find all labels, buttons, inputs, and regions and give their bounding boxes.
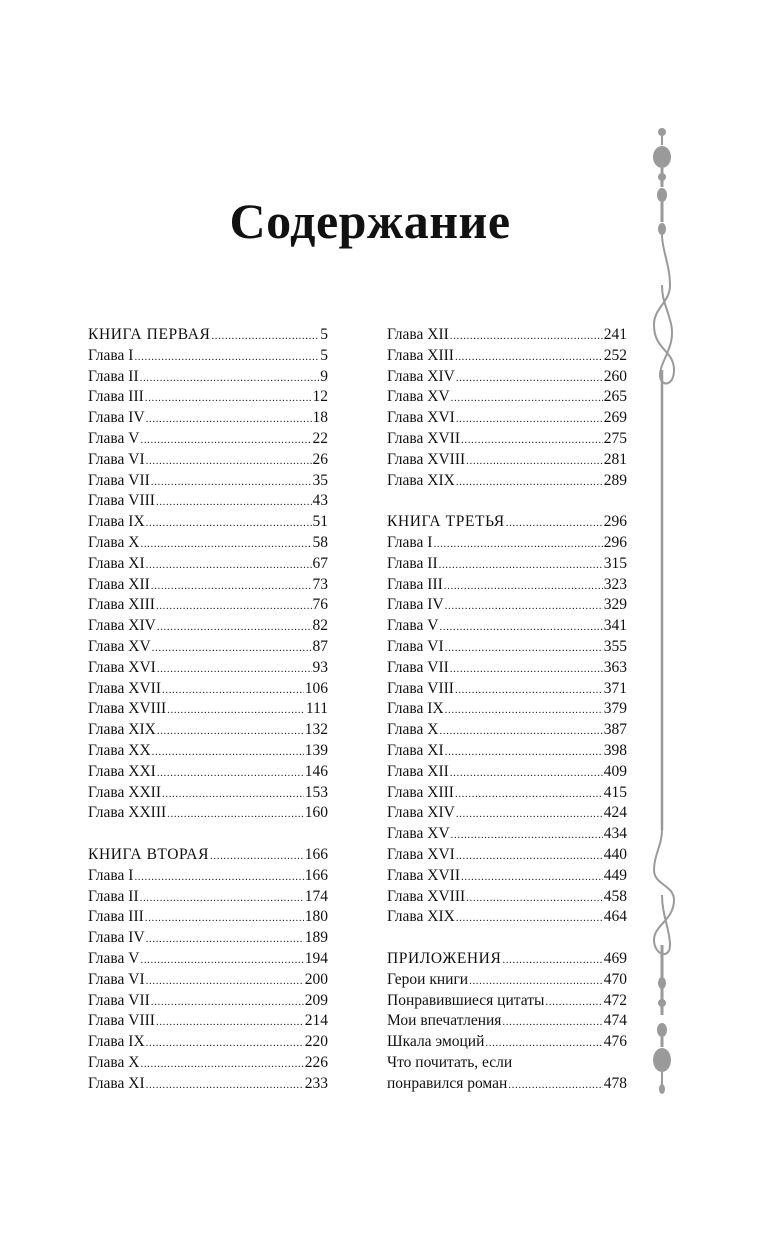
toc-section-heading[interactable] bbox=[387, 512, 627, 533]
toc-entry-label: Глава IV bbox=[88, 409, 145, 427]
dot-leader bbox=[506, 513, 603, 534]
toc-page-number: 265 bbox=[603, 388, 627, 406]
toc-entry[interactable] bbox=[387, 762, 627, 783]
toc-section-heading[interactable] bbox=[387, 949, 627, 970]
toc-page-number: 379 bbox=[603, 700, 627, 718]
toc-entry[interactable] bbox=[387, 533, 627, 554]
toc-entry-label: КНИГА ПЕРВАЯ bbox=[88, 326, 211, 343]
toc-entry-label: Глава XVI bbox=[88, 658, 156, 676]
dot-leader bbox=[211, 326, 319, 347]
dot-leader bbox=[485, 1033, 602, 1054]
dot-leader bbox=[451, 825, 603, 846]
toc-entry-label: Глава XVII bbox=[387, 429, 460, 447]
toc-entry-label: Глава XV bbox=[88, 637, 151, 655]
dot-leader bbox=[450, 659, 603, 680]
toc-entry-label: Глава IX bbox=[387, 700, 444, 718]
toc-entry-label: Глава VIII bbox=[88, 1012, 155, 1030]
toc-entry[interactable] bbox=[88, 1074, 328, 1095]
dot-leader bbox=[134, 347, 319, 368]
toc-entry[interactable] bbox=[387, 741, 627, 762]
toc-section-heading[interactable] bbox=[88, 845, 328, 866]
dot-leader bbox=[456, 804, 603, 825]
toc-entry[interactable] bbox=[387, 387, 627, 408]
toc-page-number: 464 bbox=[603, 908, 627, 926]
toc-page-number: 363 bbox=[603, 658, 627, 676]
toc-entry-label: Глава I bbox=[88, 346, 134, 364]
toc-entry[interactable] bbox=[387, 866, 627, 887]
dot-leader bbox=[140, 368, 320, 389]
dot-leader bbox=[445, 700, 603, 721]
toc-entry-label: Глава V bbox=[88, 949, 140, 967]
toc-entry[interactable] bbox=[88, 512, 328, 533]
toc-entry-label: Глава VI bbox=[387, 637, 444, 655]
toc-entry[interactable] bbox=[88, 533, 328, 554]
dot-leader bbox=[455, 347, 603, 368]
dot-leader bbox=[157, 721, 304, 742]
toc-page-number: 260 bbox=[603, 367, 627, 385]
toc-page-number: 26 bbox=[312, 450, 328, 468]
dot-leader bbox=[167, 804, 304, 825]
toc-page-number: 371 bbox=[603, 679, 627, 697]
dot-leader bbox=[134, 867, 303, 888]
dot-leader bbox=[146, 1033, 304, 1054]
toc-column-left bbox=[88, 325, 328, 1094]
toc-entry[interactable] bbox=[387, 429, 627, 450]
toc-entry[interactable] bbox=[387, 699, 627, 720]
toc-entry[interactable] bbox=[88, 970, 328, 991]
toc-entry[interactable] bbox=[88, 491, 328, 512]
dot-leader bbox=[456, 472, 603, 493]
dot-leader bbox=[140, 534, 311, 555]
toc-page-number: 5 bbox=[320, 326, 328, 343]
toc-entry[interactable] bbox=[88, 346, 328, 367]
page-title: Содержание bbox=[229, 193, 511, 249]
dot-leader bbox=[545, 992, 602, 1013]
toc-entry[interactable] bbox=[387, 408, 627, 429]
toc-entry-label: Глава VII bbox=[88, 991, 150, 1009]
toc-entry[interactable] bbox=[88, 637, 328, 658]
toc-page-number: 153 bbox=[304, 783, 328, 801]
toc-entry[interactable] bbox=[387, 783, 627, 804]
toc-entry[interactable] bbox=[387, 991, 627, 1012]
dot-leader bbox=[210, 846, 304, 867]
dot-leader bbox=[466, 888, 603, 909]
toc-entry-label: Глава XI bbox=[88, 554, 145, 572]
toc-page-number: 296 bbox=[603, 513, 627, 531]
dot-leader bbox=[156, 1012, 304, 1033]
toc-page-number: 469 bbox=[603, 949, 627, 967]
toc-entry-label: Глава VI bbox=[88, 970, 145, 988]
toc-entry-label: Глава VIII bbox=[387, 679, 454, 697]
toc-page-number: 12 bbox=[312, 388, 328, 406]
toc-entry-label: Глава III bbox=[88, 908, 144, 926]
dot-leader bbox=[461, 430, 603, 451]
toc-entry[interactable] bbox=[387, 720, 627, 741]
toc-entry[interactable] bbox=[88, 575, 328, 596]
toc-entry-label: Глава V bbox=[387, 617, 439, 635]
toc-page-number: 9 bbox=[320, 367, 328, 385]
toc-page-number: 209 bbox=[304, 991, 328, 1009]
dot-leader bbox=[162, 680, 304, 701]
dot-leader bbox=[466, 451, 603, 472]
toc-page-number: 387 bbox=[603, 721, 627, 739]
toc-entry[interactable] bbox=[88, 554, 328, 575]
toc-page-number: 275 bbox=[603, 429, 627, 447]
toc-page-number: 329 bbox=[603, 596, 627, 614]
dot-leader bbox=[151, 472, 312, 493]
toc-page-number: 5 bbox=[320, 346, 328, 364]
toc-entry[interactable] bbox=[387, 679, 627, 700]
toc-entry[interactable] bbox=[88, 429, 328, 450]
toc-entry-label: Глава III bbox=[88, 388, 144, 406]
dot-leader bbox=[439, 617, 602, 638]
toc-page-number: 269 bbox=[603, 409, 627, 427]
dot-leader bbox=[162, 784, 304, 805]
toc-page-number: 82 bbox=[312, 617, 328, 635]
dot-leader bbox=[439, 721, 602, 742]
dot-leader bbox=[146, 451, 312, 472]
toc-entry-label: Глава XXI bbox=[88, 762, 156, 780]
toc-page-number: 458 bbox=[603, 887, 627, 905]
toc-page-number: 323 bbox=[603, 575, 627, 593]
dot-leader bbox=[456, 908, 603, 929]
toc-page-number: 166 bbox=[304, 866, 328, 884]
toc-entry-label: Понравившиеся цитаты bbox=[387, 991, 545, 1009]
toc-entry[interactable] bbox=[88, 803, 328, 824]
dot-leader bbox=[508, 1075, 602, 1096]
toc-page-number: 146 bbox=[304, 762, 328, 780]
toc-entry-label: Глава XVIII bbox=[88, 700, 167, 718]
toc-entry[interactable] bbox=[88, 658, 328, 679]
toc-entry-label: Глава XII bbox=[387, 326, 449, 343]
toc-entry[interactable] bbox=[88, 720, 328, 741]
toc-entry-label: Глава III bbox=[387, 575, 443, 593]
toc-entry-label: Глава I bbox=[387, 533, 433, 551]
toc-page-number: 226 bbox=[304, 1053, 328, 1071]
toc-entry[interactable] bbox=[387, 1074, 627, 1095]
dot-leader bbox=[145, 388, 312, 409]
toc-entry-label: Глава XXIII bbox=[88, 804, 167, 822]
toc-page-number: 87 bbox=[312, 637, 328, 655]
toc-entry-label: Глава XI bbox=[88, 1074, 145, 1092]
dot-leader bbox=[146, 409, 312, 430]
toc-entry-label: Глава XX bbox=[88, 741, 151, 759]
toc-page-number: 189 bbox=[304, 929, 328, 947]
toc-page-number: 409 bbox=[603, 762, 627, 780]
dot-leader bbox=[151, 992, 304, 1013]
toc-page-number: 449 bbox=[603, 866, 627, 884]
toc-page-number: 289 bbox=[603, 471, 627, 489]
toc-entry[interactable] bbox=[88, 408, 328, 429]
toc-entry-label: Глава XV bbox=[387, 825, 450, 843]
dot-leader bbox=[502, 950, 602, 971]
toc-entry[interactable] bbox=[88, 991, 328, 1012]
toc-entry-label: КНИГА ТРЕТЬЯ bbox=[387, 513, 505, 531]
toc-entry-label: Глава XII bbox=[387, 762, 449, 780]
toc-entry-label: Глава IX bbox=[88, 513, 145, 531]
toc-entry[interactable] bbox=[88, 866, 328, 887]
toc-entry-label: Глава XII bbox=[88, 575, 150, 593]
toc-entry[interactable] bbox=[387, 637, 627, 658]
toc-entry-label: Глава I bbox=[88, 866, 134, 884]
toc-page-number: 476 bbox=[603, 1033, 627, 1051]
dot-leader bbox=[156, 596, 312, 617]
toc-entry[interactable] bbox=[387, 907, 627, 928]
toc-entry[interactable] bbox=[387, 1053, 627, 1074]
toc-page-number: 22 bbox=[312, 429, 328, 447]
toc-entry-label: Глава XVIII bbox=[387, 887, 466, 905]
dot-leader bbox=[140, 1054, 303, 1075]
toc-entry[interactable] bbox=[88, 1011, 328, 1032]
dot-leader bbox=[450, 326, 603, 347]
toc-entry[interactable] bbox=[387, 471, 627, 492]
toc-entry-label: Герои книги bbox=[387, 970, 469, 988]
toc-entry[interactable] bbox=[387, 616, 627, 637]
toc-page-number: 160 bbox=[304, 804, 328, 822]
dot-leader bbox=[502, 1012, 602, 1033]
toc-entry-label: Глава XIII bbox=[88, 596, 155, 614]
toc-entry[interactable] bbox=[387, 1011, 627, 1032]
toc-entry[interactable] bbox=[387, 658, 627, 679]
toc-entry-label: Глава XVII bbox=[88, 679, 161, 697]
dot-leader bbox=[455, 784, 603, 805]
toc-entry[interactable] bbox=[88, 367, 328, 388]
toc-page-number: 355 bbox=[603, 637, 627, 655]
toc-entry[interactable] bbox=[88, 679, 328, 700]
toc-entry-label: Глава X bbox=[88, 1053, 140, 1071]
dot-leader bbox=[469, 971, 603, 992]
toc-entry[interactable] bbox=[88, 887, 328, 908]
dot-leader bbox=[439, 555, 603, 576]
dot-leader bbox=[146, 1075, 304, 1096]
dot-leader bbox=[157, 659, 312, 680]
toc-entry-label: Глава XVI bbox=[387, 845, 455, 863]
section-spacer bbox=[88, 824, 328, 845]
toc-entry-label: Глава XVI bbox=[387, 409, 455, 427]
toc-entry-label: Глава XIV bbox=[387, 367, 455, 385]
dot-leader bbox=[157, 763, 304, 784]
vertical-filigree-ornament bbox=[640, 125, 700, 1110]
toc-entry-label: понравился роман bbox=[387, 1074, 508, 1092]
toc-entry[interactable] bbox=[387, 845, 627, 866]
dot-leader bbox=[461, 867, 603, 888]
toc-entry[interactable] bbox=[387, 1032, 627, 1053]
toc-entry-label: Шкала эмоций bbox=[387, 1033, 485, 1051]
toc-entry[interactable] bbox=[88, 928, 328, 949]
toc-entry[interactable] bbox=[88, 949, 328, 970]
toc-column-right bbox=[387, 325, 627, 1094]
toc-entry[interactable] bbox=[387, 595, 627, 616]
toc-entry[interactable] bbox=[387, 803, 627, 824]
dot-leader bbox=[433, 534, 602, 555]
dot-leader bbox=[455, 680, 603, 701]
toc-page-number: 106 bbox=[304, 679, 328, 697]
toc-page-number: 341 bbox=[603, 617, 627, 635]
toc-entry[interactable] bbox=[88, 699, 328, 720]
toc-entry-label: Глава XIX bbox=[387, 471, 455, 489]
toc-page-number: 73 bbox=[312, 575, 328, 593]
toc-entry-label: Глава II bbox=[387, 554, 438, 572]
toc-entry-label: Глава VII bbox=[88, 471, 150, 489]
dot-leader bbox=[445, 638, 603, 659]
toc-entry[interactable] bbox=[88, 387, 328, 408]
toc-entry[interactable] bbox=[387, 554, 627, 575]
toc-entry[interactable] bbox=[387, 824, 627, 845]
dot-leader bbox=[140, 950, 303, 971]
toc-entry[interactable] bbox=[387, 367, 627, 388]
toc-entry-label: Глава VIII bbox=[88, 492, 155, 510]
toc-entry-label: КНИГА ВТОРАЯ bbox=[88, 845, 210, 863]
toc-entry-label: Глава II bbox=[88, 887, 139, 905]
toc-page-number: 474 bbox=[603, 1012, 627, 1030]
toc-page-number: 139 bbox=[304, 741, 328, 759]
toc-entry-label: Глава X bbox=[387, 721, 439, 739]
toc-entry[interactable] bbox=[88, 907, 328, 928]
section-spacer bbox=[387, 928, 627, 949]
dot-leader bbox=[152, 638, 312, 659]
toc-page-number: 472 bbox=[603, 991, 627, 1009]
toc-entry[interactable] bbox=[387, 970, 627, 991]
toc-entry-label: Глава XV bbox=[387, 388, 450, 406]
dot-leader bbox=[445, 596, 603, 617]
toc-entry[interactable] bbox=[88, 1032, 328, 1053]
toc-entry-label: Глава VI bbox=[88, 450, 145, 468]
dot-leader bbox=[456, 409, 603, 430]
toc-page-number: 76 bbox=[312, 596, 328, 614]
toc-page-number: 200 bbox=[304, 970, 328, 988]
toc-entry-label: Глава II bbox=[88, 367, 139, 385]
toc-page-number: 415 bbox=[603, 783, 627, 801]
toc-entry[interactable] bbox=[387, 346, 627, 367]
dot-leader bbox=[157, 617, 312, 638]
toc-page-number: 174 bbox=[304, 887, 328, 905]
toc-page-number: 440 bbox=[603, 845, 627, 863]
toc-page-number: 51 bbox=[312, 513, 328, 531]
toc-entry-label: Что почитать, если bbox=[387, 1053, 513, 1071]
dot-leader bbox=[444, 576, 603, 597]
toc-entry-label: Глава XVIII bbox=[387, 450, 466, 468]
toc-entry-label: Глава IV bbox=[88, 929, 145, 947]
toc-page-number: 252 bbox=[603, 346, 627, 364]
dot-leader bbox=[140, 888, 304, 909]
toc-entry-label: Глава VII bbox=[387, 658, 449, 676]
toc-entry[interactable] bbox=[88, 783, 328, 804]
toc-entry-label: Глава X bbox=[88, 533, 140, 551]
toc-entry-label: Глава XIX bbox=[387, 908, 455, 926]
toc-page-number: 241 bbox=[603, 326, 627, 343]
dot-leader bbox=[151, 576, 312, 597]
toc-page-number: 111 bbox=[305, 700, 328, 718]
toc-entry-label: Глава V bbox=[88, 429, 140, 447]
toc-entry-label: Глава XIII bbox=[387, 783, 454, 801]
toc-page-number: 67 bbox=[312, 554, 328, 572]
toc-entry-label: Глава XXII bbox=[88, 783, 161, 801]
toc-page-number: 180 bbox=[304, 908, 328, 926]
toc-entry-label: Мои впечатления bbox=[387, 1012, 502, 1030]
toc-page-number: 132 bbox=[304, 721, 328, 739]
toc-page-number: 296 bbox=[603, 533, 627, 551]
toc-page-number: 18 bbox=[312, 409, 328, 427]
toc-entry-label: Глава XIII bbox=[387, 346, 454, 364]
toc-page-number: 194 bbox=[304, 949, 328, 967]
toc-entry[interactable] bbox=[387, 575, 627, 596]
toc-section-heading[interactable] bbox=[88, 325, 328, 346]
dot-leader bbox=[167, 700, 305, 721]
toc-page-number: 166 bbox=[304, 845, 328, 863]
toc-page-number: 315 bbox=[603, 554, 627, 572]
dot-leader bbox=[445, 742, 603, 763]
toc-page-number: 398 bbox=[603, 741, 627, 759]
toc-entry[interactable] bbox=[88, 1053, 328, 1074]
toc-entry[interactable] bbox=[387, 887, 627, 908]
dot-leader bbox=[456, 846, 603, 867]
toc-page-number: 58 bbox=[312, 533, 328, 551]
toc-entry[interactable] bbox=[387, 450, 627, 471]
toc-entry-label: Глава XVII bbox=[387, 866, 460, 884]
dot-leader bbox=[146, 971, 304, 992]
dot-leader bbox=[145, 908, 304, 929]
dot-leader bbox=[146, 513, 312, 534]
toc-page-number: 478 bbox=[603, 1074, 627, 1092]
toc-page-number: 93 bbox=[312, 658, 328, 676]
toc-entry-label: Глава XIV bbox=[88, 617, 156, 635]
toc-entry[interactable] bbox=[88, 762, 328, 783]
toc-page-number: 35 bbox=[312, 471, 328, 489]
toc-page-number: 43 bbox=[312, 492, 328, 510]
toc-page-number: 424 bbox=[603, 804, 627, 822]
toc-entry[interactable] bbox=[88, 595, 328, 616]
dot-leader bbox=[156, 492, 312, 513]
dot-leader bbox=[152, 742, 304, 763]
toc-entry-label: Глава IV bbox=[387, 596, 444, 614]
toc-entry-label: Глава IX bbox=[88, 1033, 145, 1051]
toc-entry-label: Глава XIX bbox=[88, 721, 156, 739]
toc-page-number: 233 bbox=[304, 1074, 328, 1092]
toc-entry[interactable] bbox=[88, 616, 328, 637]
dot-leader bbox=[451, 388, 603, 409]
dot-leader bbox=[146, 555, 312, 576]
toc-page-number: 214 bbox=[304, 1012, 328, 1030]
toc-entry[interactable] bbox=[88, 471, 328, 492]
dot-leader bbox=[140, 430, 311, 451]
toc-entry-label: Глава XIV bbox=[387, 804, 455, 822]
toc-entry[interactable] bbox=[387, 325, 627, 346]
toc-page-number: 470 bbox=[603, 970, 627, 988]
section-spacer bbox=[387, 491, 627, 512]
toc-entry[interactable] bbox=[88, 450, 328, 471]
toc-entry-label: Глава XI bbox=[387, 741, 444, 759]
toc-page-number: 281 bbox=[603, 450, 627, 468]
dot-leader bbox=[450, 763, 603, 784]
toc-page-number: 220 bbox=[304, 1033, 328, 1051]
dot-leader bbox=[456, 368, 603, 389]
dot-leader bbox=[146, 929, 304, 950]
toc-entry-label: ПРИЛОЖЕНИЯ bbox=[387, 949, 502, 967]
toc-entry[interactable] bbox=[88, 741, 328, 762]
toc-page-number: 434 bbox=[603, 825, 627, 843]
